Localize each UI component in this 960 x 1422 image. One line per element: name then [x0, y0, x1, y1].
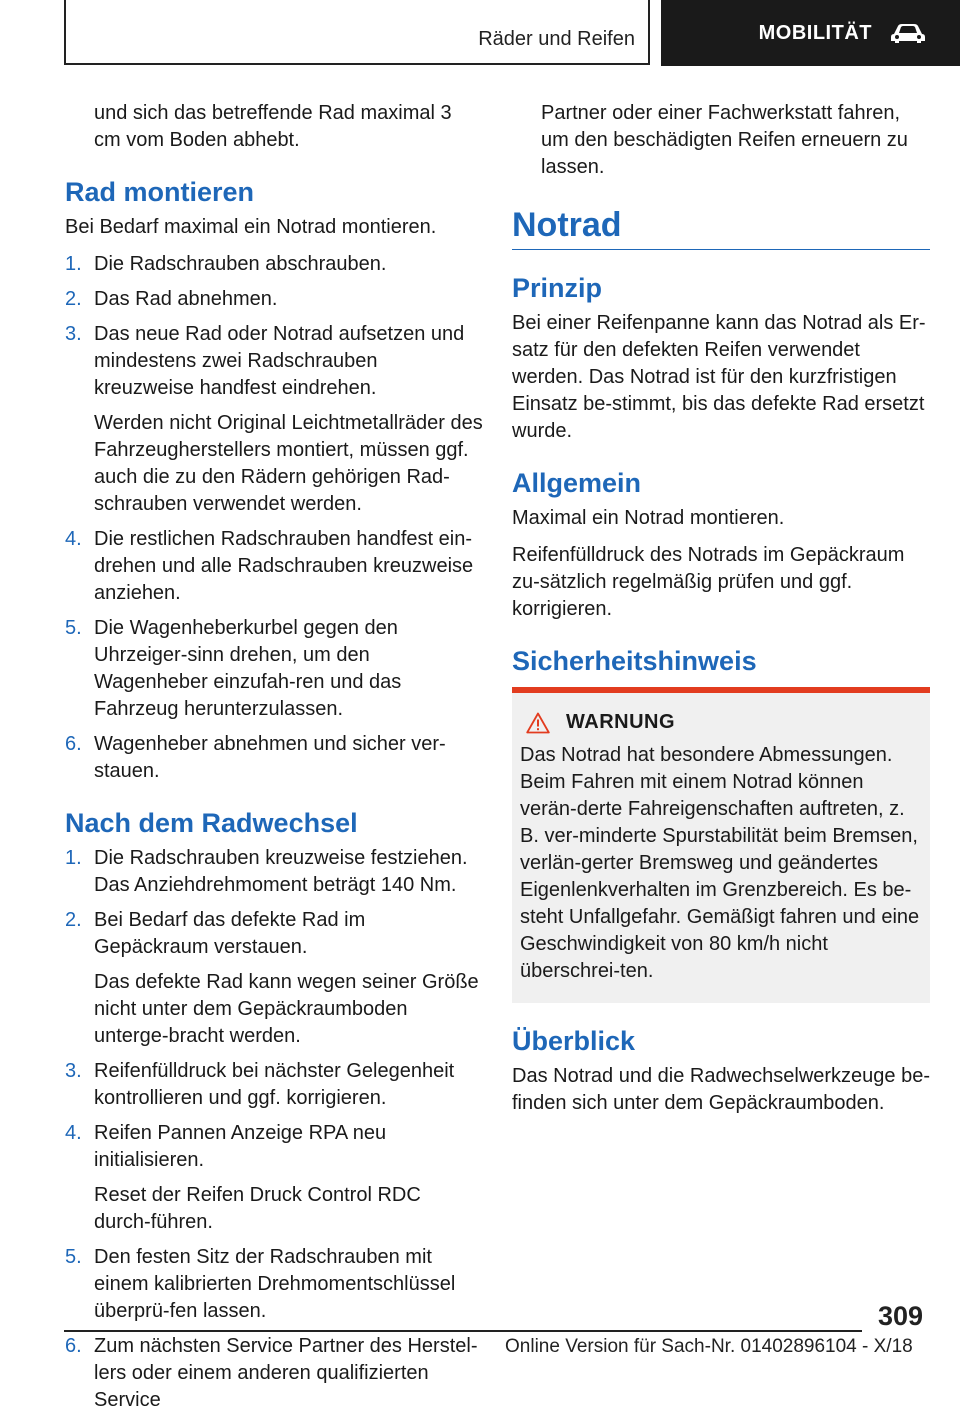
- nach-dem-radwechsel-steps: [65, 845, 483, 1414]
- step-number: 4.: [65, 528, 82, 550]
- page-number: 309: [878, 1301, 924, 1331]
- continuation-paragraph: Partner oder einer Fachwerkstatt fahren, um den beschädigten Reifen erneuern zu lassen.: [541, 102, 908, 178]
- step-number: 1.: [65, 253, 82, 275]
- step-number: 5.: [65, 1246, 82, 1268]
- warning-header: [520, 709, 922, 736]
- list-item: [65, 1244, 483, 1325]
- section-title: Räder und Reifen: [478, 28, 635, 50]
- heading-sicherheitshinweis: Sicherheitshinweis: [512, 646, 757, 676]
- page-header: [0, 0, 960, 66]
- heading-allgemein: Allgemein: [512, 468, 642, 498]
- list-item: [65, 845, 483, 899]
- step-text: Die Wagenheberkurbel gegen den Uhrzeiger-sinn drehen, um den Wagenheber einzufah-ren und das Fahrzeug herunterzulassen.: [94, 617, 402, 720]
- prinzip-text: Bei einer Reifenpanne kann das Notrad als Er-satz für den defekten Reifen verwendet werden. Das Notrad ist für den kurzfristigen Einsatz be-stimmt, bis das defekte Rad ersetzt wurde.: [512, 312, 926, 442]
- heading-nach-dem-radwechsel: Nach dem Radwechsel: [65, 808, 358, 838]
- footer-divider: [64, 1330, 862, 1332]
- chapter-tab: [661, 0, 960, 66]
- step-number: 6.: [65, 1335, 82, 1357]
- step-text: Reifen Pannen Anzeige RPA neu initialisieren.: [94, 1122, 387, 1171]
- step-text: Die Radschrauben kreuzweise festziehen. Das Anziehdrehmoment beträgt 140 Nm.: [94, 847, 468, 896]
- step-text: Bei Bedarf das defekte Rad im Gepäckraum verstauen.: [94, 909, 366, 958]
- list-item: [65, 1333, 483, 1414]
- step-number: 3.: [65, 1060, 82, 1082]
- warning-box: [512, 687, 930, 1003]
- step-text: Zum nächsten Service Partner des Herstel-lers oder einem anderen qualifizierten Service: [94, 1335, 478, 1411]
- step-number: 2.: [65, 909, 82, 931]
- step-number: 1.: [65, 847, 82, 869]
- right-column: [512, 100, 930, 1127]
- step-number: 4.: [65, 1122, 82, 1144]
- step-number: 6.: [65, 733, 82, 755]
- list-item: [65, 615, 483, 723]
- allgemein-text-1: Maximal ein Notrad montieren.: [512, 507, 785, 529]
- step-text: Das neue Rad oder Notrad aufsetzen und mindestens zwei Radschrauben kreuzweise handfest eindrehen.: [94, 323, 465, 399]
- list-item: [65, 251, 483, 278]
- header-divider-left: [64, 0, 66, 64]
- step-text: Die Radschrauben abschrauben.: [94, 253, 387, 275]
- rad-montieren-intro: Bei Bedarf maximal ein Notrad montieren.: [65, 216, 437, 238]
- ueberblick-text: Das Notrad und die Radwechselwerkzeuge be-finden sich unter dem Gepäckraumboden.: [512, 1065, 931, 1114]
- footer-version-text: Online Version für Sach-Nr. 01402896104 - X/18: [505, 1336, 913, 1357]
- list-item: [65, 321, 483, 518]
- header-divider-bottom: [64, 63, 650, 65]
- list-item: [65, 731, 483, 785]
- list-item: [65, 286, 483, 313]
- step-note: Das defekte Rad kann wegen seiner Größe nicht unter dem Gepäckraumboden unterge-bracht werden.: [94, 971, 479, 1047]
- rad-montieren-steps: [65, 251, 483, 785]
- step-note: Werden nicht Original Leichtmetallräder des Fahrzeugherstellers montiert, müssen ggf. auch die zu den Rädern gehörigen Rad-schrauben verwendet werden.: [94, 412, 483, 515]
- heading-prinzip: Prinzip: [512, 273, 603, 303]
- step-text: Die restlichen Radschrauben handfest ein-drehen und alle Radschrauben kreuzweise anziehen.: [94, 528, 474, 604]
- step-number: 3.: [65, 323, 82, 345]
- step-number: 5.: [65, 617, 82, 639]
- list-item: [65, 907, 483, 1050]
- heading-ueberblick: Überblick: [512, 1026, 636, 1056]
- warning-triangle-icon: [526, 712, 550, 734]
- heading-rad-montieren: Rad montieren: [65, 177, 255, 207]
- step-text: Reifenfülldruck bei nächster Gelegenheit kontrollieren und ggf. korrigieren.: [94, 1060, 455, 1109]
- list-item: [65, 1120, 483, 1236]
- step-number: 2.: [65, 288, 82, 310]
- step-note: Reset der Reifen Druck Control RDC durch-führen.: [94, 1184, 421, 1233]
- warning-label: WARNUNG: [566, 711, 676, 733]
- list-item: [65, 1058, 483, 1112]
- page-title: Notrad: [512, 205, 930, 250]
- left-column: [65, 100, 483, 1422]
- step-text: Den festen Sitz der Radschrauben mit einem kalibrierten Drehmomentschlüssel überprü-fen lassen.: [94, 1246, 456, 1322]
- chapter-tab-label: MOBILITÄT: [758, 21, 872, 44]
- allgemein-text-2: Reifenfülldruck des Notrads im Gepäckraum zu-sätzlich regelmäßig prüfen und ggf. korrigieren.: [512, 544, 905, 620]
- list-item: [65, 526, 483, 607]
- car-icon: [890, 22, 926, 44]
- header-divider-mid: [648, 0, 650, 64]
- step-text: Wagenheber abnehmen und sicher ver-stauen.: [94, 733, 446, 782]
- intro-paragraph: und sich das betreffende Rad maximal 3 cm vom Boden abhebt.: [94, 102, 452, 151]
- warning-text: Das Notrad hat besondere Abmessungen. Beim Fahren mit einem Notrad können verän-derte Fahreigenschaften auftreten, z. B. ver-minderte Spurstabilität beim Bremsen, verlän-gerter Bremsweg und geändertes Eigenlenkverhalten im Grenzbereich. Es be-steht Unfallgefahr. Gemäßigt fahren und eine Geschwindigkeit von 80 km/h nicht überschrei-ten.: [520, 744, 920, 982]
- step-text: Das Rad abnehmen.: [94, 288, 278, 310]
